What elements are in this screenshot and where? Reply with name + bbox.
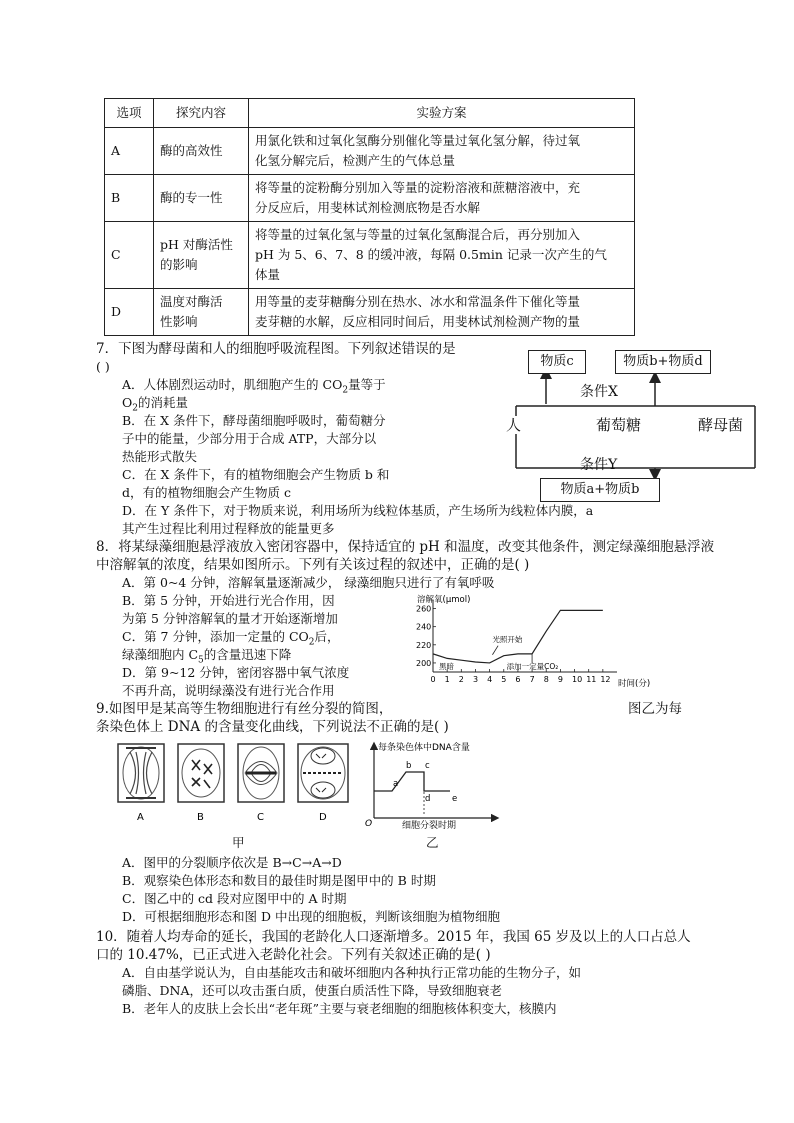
cell-c-icon bbox=[238, 744, 284, 802]
cell-b-icon bbox=[178, 744, 224, 802]
plan-line: 将等量的过氧化氢与等量的过氧化氢酶混合后，再分别加入 bbox=[255, 227, 581, 242]
table-row bbox=[105, 175, 635, 222]
row-topic: 酶的专一性 bbox=[154, 175, 249, 222]
point-d: d bbox=[425, 794, 431, 804]
topic-line: pH 对酶活性 bbox=[160, 237, 233, 252]
table-row bbox=[105, 222, 635, 289]
dna-content-graph bbox=[362, 738, 512, 832]
plan-line: 化氢分解完后，检测产生的气体总量 bbox=[255, 153, 456, 168]
plan-line: 用氯化铁和过氧化氢酶分别催化等量过氧化氢分解，待过氧 bbox=[255, 133, 581, 148]
plan-line: 麦芽糖的水解，反应相同时间后，用斐林试剂检测产物的量 bbox=[255, 314, 581, 329]
topic-line: 性影响 bbox=[160, 314, 198, 329]
row-option: D bbox=[105, 289, 154, 336]
point-b: b bbox=[406, 761, 412, 771]
row-plan bbox=[249, 222, 635, 289]
light-pointer bbox=[492, 646, 498, 655]
q9-stem-right: 图乙为每 bbox=[628, 701, 682, 717]
figure-jia-label: 甲 bbox=[232, 835, 245, 850]
q10-stem-cont: 口的 10.47%，已正式进入老龄化社会。下列有关叙述正确的是( ) bbox=[96, 947, 491, 963]
q7-option-d: D．在 Y 条件下，对于物质来说，利用场所为线粒体基质，产生场所为线粒体内膜，a bbox=[122, 503, 594, 518]
chart-x-label: 时间(分) bbox=[618, 679, 651, 689]
table-row bbox=[105, 289, 635, 336]
yeast-label: 酵母菌 bbox=[698, 416, 744, 434]
annotation-light: 光照开始 bbox=[492, 635, 523, 645]
box-substance-bd: 物质b+物质d bbox=[615, 350, 711, 374]
q8-stem: 8．将某绿藻细胞悬浮液放入密闭容器中，保持适宜的 pH 和温度，改变其他条件，测定绿藻细胞悬浮液 bbox=[96, 539, 715, 555]
q7-a-text2: 量等于 bbox=[348, 377, 386, 392]
row-option: C bbox=[105, 222, 154, 289]
q7-option-a: A．人体剧烈运动时，肌细胞产生的 $CO_2$量等于 bbox=[122, 377, 386, 396]
q8-option-c: C．第 7 分钟，添加一定量的 $CO_2$后， bbox=[122, 629, 340, 648]
x-tick-label: 3 bbox=[472, 675, 479, 684]
table-row bbox=[105, 128, 635, 175]
table-header-row bbox=[105, 99, 635, 128]
annotation-co2: 添加一定量CO₂ bbox=[506, 662, 559, 671]
q7-paren: ( ) bbox=[96, 359, 110, 374]
q9-stem-cont: 条染色体上 DNA 的含量变化曲线，下列说法不正确的是( ) bbox=[96, 719, 449, 735]
box-substance-c: 物质c bbox=[528, 350, 586, 374]
graph-x-label: 细胞分裂时期 bbox=[402, 821, 457, 831]
q10-stem: 10．随着人均寿命的延长，我国的老龄化人口逐渐增多。2015 年，我国 65 岁及以上的人口占总人 bbox=[96, 929, 691, 945]
condition-y-label: 条件Y bbox=[580, 457, 618, 473]
graph-origin: O bbox=[365, 819, 373, 829]
q9-stem: 9.如图甲是某高等生物细胞进行有丝分裂的简图， bbox=[96, 701, 393, 717]
q8-c-text3: 绿藻细胞内 C bbox=[122, 647, 199, 662]
q7-a-text3: O bbox=[122, 395, 133, 410]
x-tick-label: 4 bbox=[487, 675, 493, 684]
topic-line: 的影响 bbox=[160, 257, 198, 272]
plan-line: 分反应后，用斐林试剂检测底物是否水解 bbox=[255, 200, 481, 215]
graph-title: 每条染色体中DNA含量 bbox=[378, 743, 470, 753]
row-topic bbox=[154, 289, 249, 336]
x-tick-label: 1 bbox=[444, 675, 450, 684]
plan-line: 用等量的麦芽糖酶分别在热水、冰水和常温条件下催化等量 bbox=[255, 294, 581, 309]
x-tick-label: 5 bbox=[501, 675, 507, 684]
col-header-topic: 探究内容 bbox=[154, 99, 249, 128]
y-tick-label: 220 bbox=[416, 640, 432, 650]
q7-option-a-cont: $O_2$的消耗量 bbox=[122, 395, 188, 414]
q8-option-b: B．第 5 分钟，开始进行光合作用，因 bbox=[122, 593, 335, 608]
q9-option-b: B．观察染色体形态和数目的最佳时期是图甲中的 B 时期 bbox=[122, 873, 436, 888]
dissolved-oxygen-chart bbox=[395, 590, 655, 690]
q7-option-c-cont: d，有的植物细胞会产生物质 c bbox=[122, 485, 291, 500]
plan-line: 将等量的淀粉酶分别加入等量的淀粉溶液和蔗糖溶液中，充 bbox=[255, 180, 581, 195]
chart-marks bbox=[416, 600, 617, 684]
condition-x-label: 条件X bbox=[580, 384, 618, 400]
q8-option-d-cont: 不再升高，说明绿藻没有进行光合作用 bbox=[122, 683, 335, 698]
q7-stem: 7．下图为酵母菌和人的细胞呼吸流程图。下列叙述错误的是 bbox=[96, 341, 456, 357]
human-label: 人 bbox=[506, 416, 522, 434]
cell-label-a: A bbox=[137, 812, 144, 823]
q9-option-d: D．可根据细胞形态和图 D 中出现的细胞板，判断该细胞为植物细胞 bbox=[122, 909, 500, 924]
dna-curve bbox=[374, 772, 450, 791]
q8-option-b-cont: 为第 5 分钟溶解氧的量才开始逐渐增加 bbox=[122, 611, 338, 626]
x-tick-label: 0 bbox=[430, 675, 436, 684]
y-tick-label: 260 bbox=[416, 604, 432, 614]
q9-option-a: A．图甲的分裂顺序依次是 B→C→A→D bbox=[122, 855, 342, 870]
annotation-dark: 黑暗 bbox=[439, 662, 454, 671]
q8-option-c-cont: 绿藻细胞内 $C_5$的含量迅速下降 bbox=[122, 647, 292, 666]
row-plan bbox=[249, 128, 635, 175]
row-option: A bbox=[105, 128, 154, 175]
row-topic bbox=[154, 222, 249, 289]
box-substance-ab: 物质a+物质b bbox=[540, 478, 660, 502]
glucose-label: 葡萄糖 bbox=[596, 416, 642, 434]
x-tick-label: 11 bbox=[586, 675, 597, 684]
q8-option-d: D．第 9~12 分钟，密闭容器中氧气浓度 bbox=[122, 665, 350, 680]
row-topic: 酶的高效性 bbox=[154, 128, 249, 175]
q8-option-a: A．第 0~4 分钟，溶解氧量逐渐减少， 绿藻细胞只进行了有氧呼吸 bbox=[122, 575, 495, 590]
point-a: a bbox=[393, 779, 399, 789]
experiment-table bbox=[104, 98, 635, 336]
q7-option-b-cont: 子中的能量，少部分用于合成 ATP，大部分以 bbox=[122, 431, 377, 446]
col-header-option: 选项 bbox=[105, 99, 154, 128]
q9-option-c: C．图乙中的 cd 段对应图甲中的 A 时期 bbox=[122, 891, 347, 906]
cell-label-c: C bbox=[257, 812, 264, 823]
plan-line: pH 为 5、6、7、8 的缓冲液，每隔 0.5min 记录一次产生的气 bbox=[255, 247, 607, 262]
q7-option-b-cont2: 热能形式散失 bbox=[122, 449, 198, 464]
x-tick-label: 7 bbox=[529, 675, 535, 684]
q7-a-text4: 的消耗量 bbox=[137, 395, 188, 410]
figure-yi-label: 乙 bbox=[426, 835, 439, 850]
x-tick-label: 12 bbox=[600, 675, 611, 684]
row-plan bbox=[249, 175, 635, 222]
row-option: B bbox=[105, 175, 154, 222]
point-c: c bbox=[425, 761, 430, 771]
q8-c-text: C．第 7 分钟，添加一定量的 CO bbox=[122, 629, 309, 644]
q8-stem-cont: 中溶解氧的浓度，结果如图所示。下列有关该过程的叙述中，正确的是( ) bbox=[96, 557, 530, 573]
y-tick-label: 240 bbox=[416, 622, 432, 632]
cell-label-b: B bbox=[197, 812, 204, 823]
x-tick-label: 10 bbox=[572, 675, 583, 684]
plan-line: 体量 bbox=[255, 267, 281, 282]
x-tick-label: 8 bbox=[543, 675, 549, 684]
q10-option-a: A．自由基学说认为，自由基能攻击和破坏细胞内各种执行正常功能的生物分子，如 bbox=[122, 965, 582, 980]
col-header-plan: 实验方案 bbox=[249, 99, 635, 128]
q7-a-text: A．人体剧烈运动时，肌细胞产生的 CO bbox=[122, 377, 343, 392]
chart-y-label: 溶解氧(μmol) bbox=[417, 595, 471, 605]
row-plan bbox=[249, 289, 635, 336]
q7-option-d-cont: 其产生过程比利用过程释放的能量更多 bbox=[122, 521, 335, 536]
q7-option-c: C．在 X 条件下，有的植物细胞会产生物质 b 和 bbox=[122, 467, 390, 482]
q8-c-text4: 的含量迅速下降 bbox=[203, 647, 292, 662]
q10-option-b: B．老年人的皮肤上会长出“老年斑”主要与衰老细胞的细胞核体积变大，核膜内 bbox=[122, 1001, 557, 1016]
topic-line: 温度对酶活 bbox=[160, 294, 223, 309]
cell-label-d: D bbox=[319, 812, 327, 823]
x-tick-label: 6 bbox=[515, 675, 521, 684]
cell-d-icon bbox=[298, 744, 348, 802]
mitosis-cells-figure bbox=[100, 740, 365, 830]
x-tick-label: 9 bbox=[557, 675, 563, 684]
y-tick-label: 200 bbox=[416, 658, 432, 668]
point-e: e bbox=[452, 794, 458, 804]
cell-a-icon bbox=[118, 744, 164, 802]
q7-option-b: B．在 X 条件下，酵母菌细胞呼吸时，葡萄糖分 bbox=[122, 413, 386, 428]
x-tick-label: 2 bbox=[458, 675, 464, 684]
q10-option-a-cont: 磷脂、DNA，还可以攻击蛋白质，使蛋白质活性下降，导致细胞衰老 bbox=[122, 983, 502, 998]
q8-c-text2: 后， bbox=[314, 629, 340, 644]
